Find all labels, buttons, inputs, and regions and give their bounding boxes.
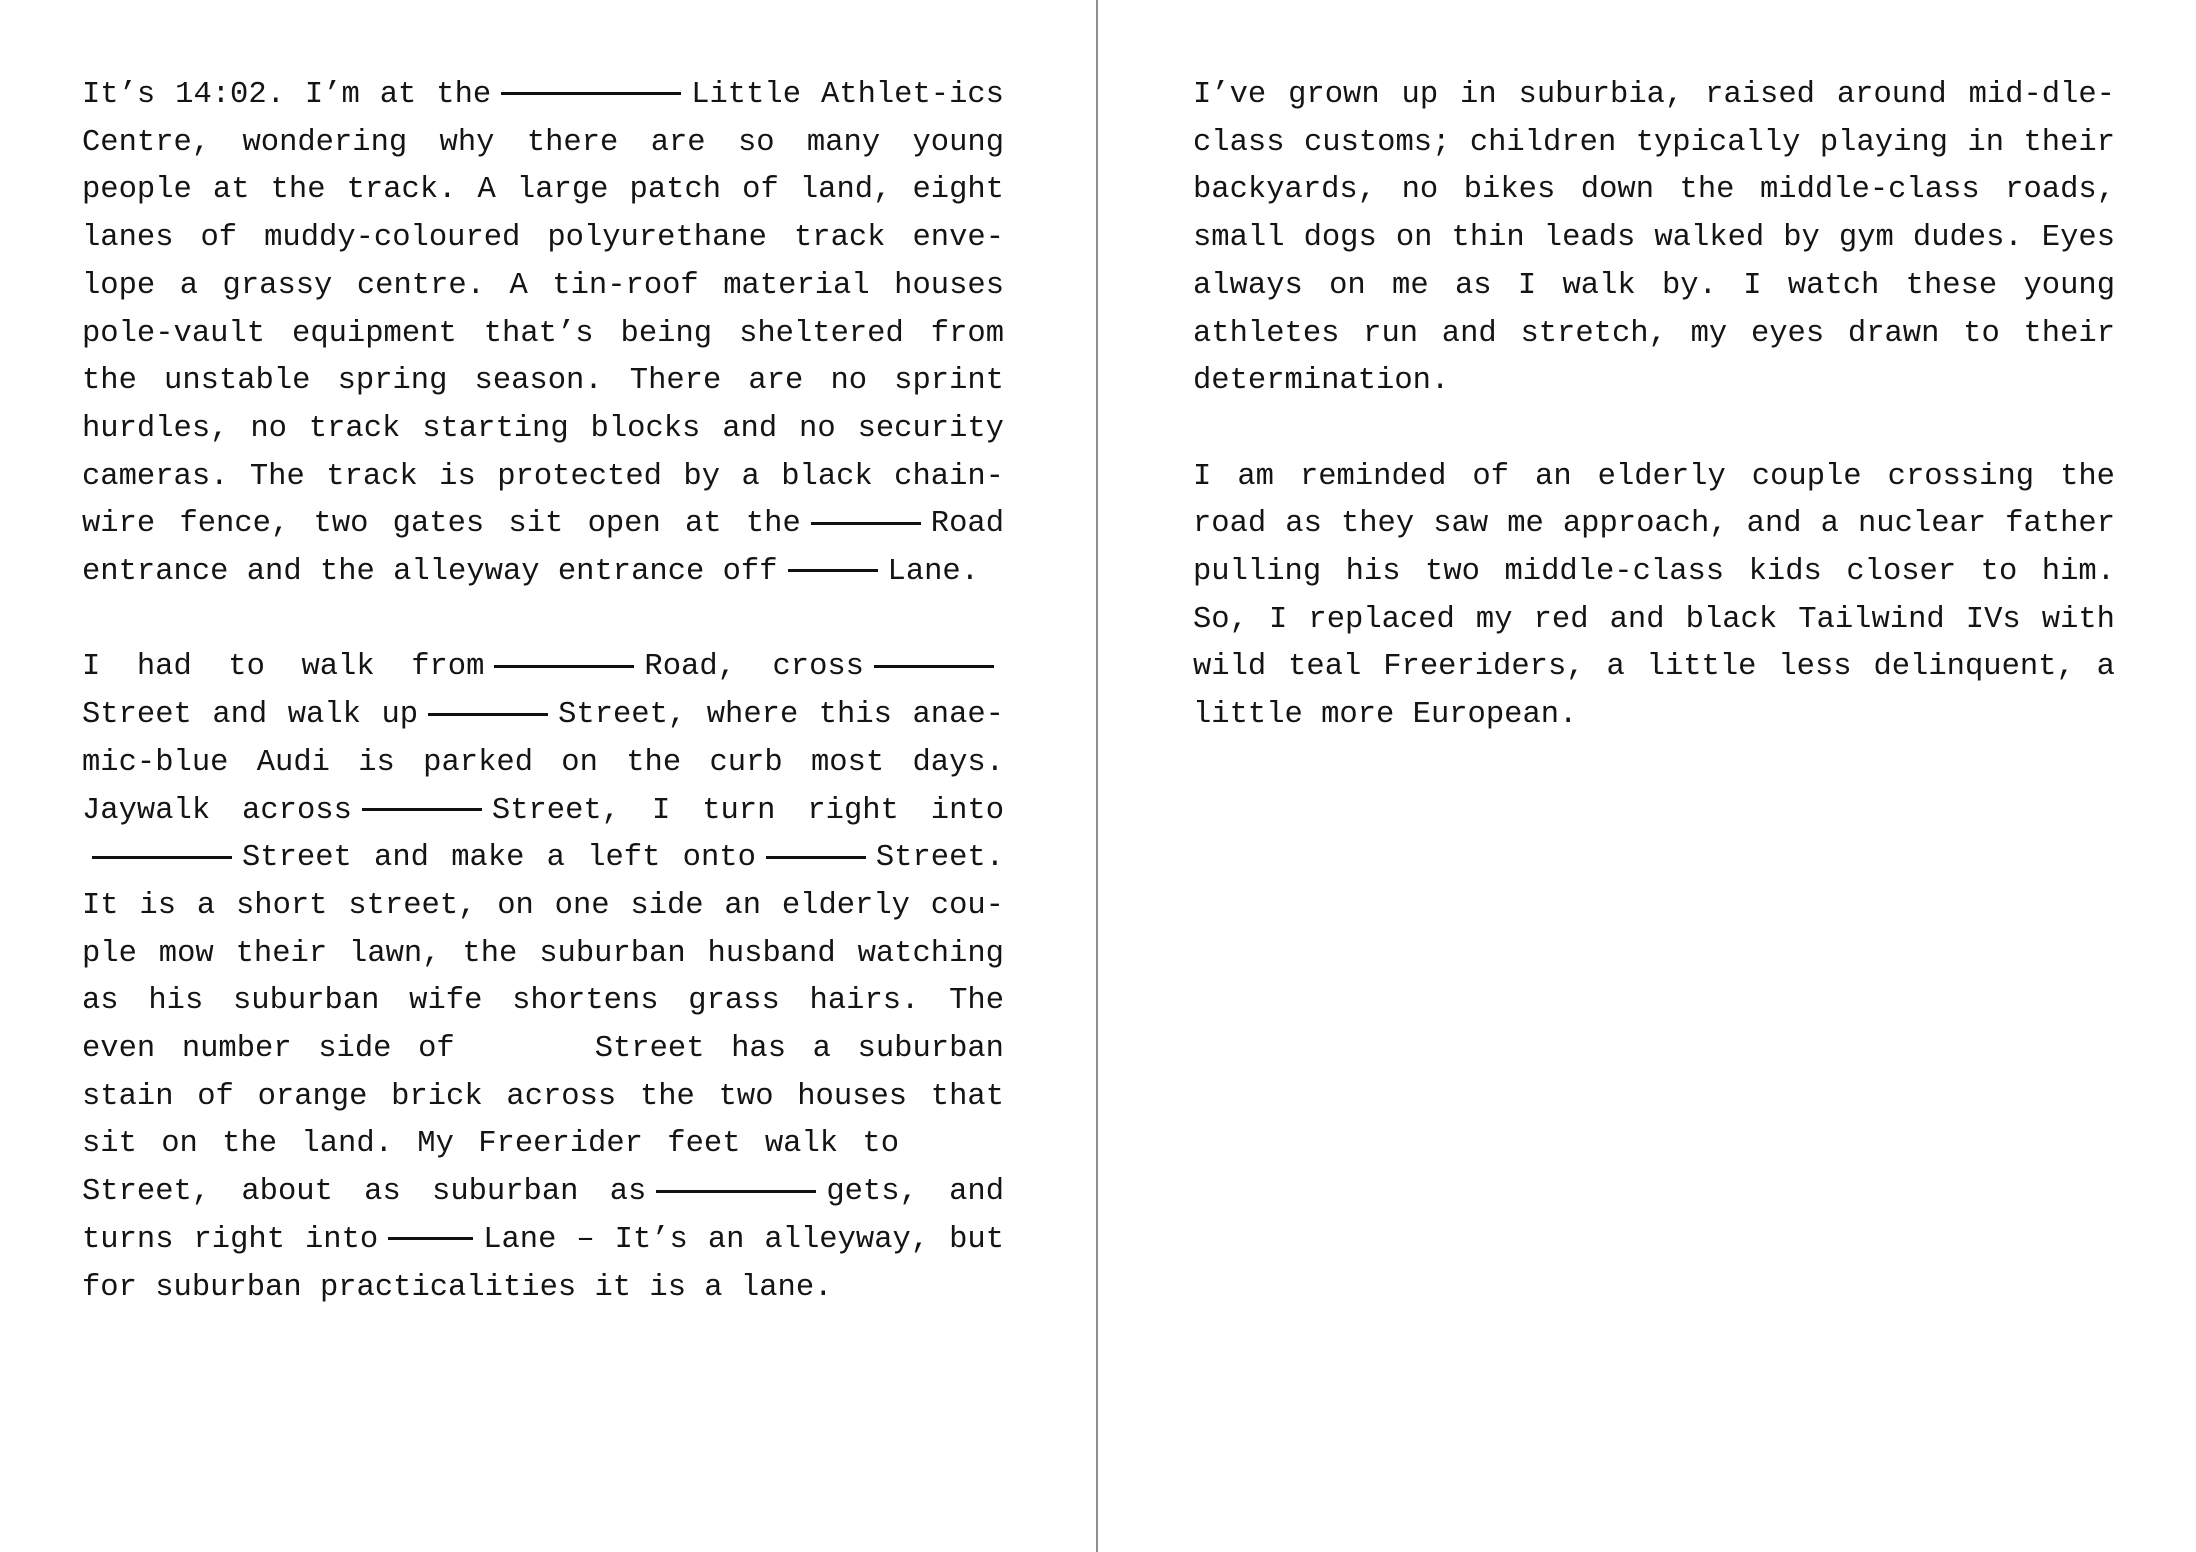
text-run: I had to walk from (82, 650, 485, 685)
text-run: Road, cross (644, 650, 864, 685)
text-run: Street has a suburban stain of orange brick across the two houses that sit on the land. My Freerider feet walk to (82, 1032, 1004, 1162)
redaction-bar (788, 569, 878, 572)
text-run: Street. It is a short street, on one side an elderly cou-ple mow their lawn, the suburban husband watching as his suburban wife shortens grass hairs. The even number side of (82, 841, 1004, 1067)
page-gutter-divider (1096, 0, 1098, 1552)
text-run: Street and make a left onto (242, 841, 756, 876)
redaction-bar (494, 665, 634, 668)
redaction-bar (428, 713, 548, 716)
left-page (82, 72, 1004, 1360)
text-run: Street, about as suburban as (82, 1175, 647, 1210)
blank-gap (909, 1142, 994, 1145)
redaction-bar (362, 808, 482, 811)
text-run: Street, where this anae-mic-blue Audi is parked on the curb most days. Jaywalk across (82, 698, 1004, 828)
text-run: Street, I turn right into (491, 793, 1005, 828)
blank-gap (465, 1046, 585, 1049)
redaction-bar (501, 92, 681, 95)
redaction-bar (811, 522, 921, 525)
redaction-bar (874, 665, 994, 668)
redaction-bar (92, 856, 232, 859)
text-run: gets, and turns right into (82, 1175, 1004, 1257)
left-paragraph-2 (82, 644, 1004, 1312)
left-paragraph-1 (82, 72, 1004, 597)
redaction-bar (656, 1190, 816, 1193)
text-run: Little Athlet-ics Centre, wondering why there are so many young people at the track. A large patch of land, eight lanes of muddy-coloured polyurethane track enve-lope a grassy centre. A tin-roof material houses pole-vault equipment that’s being sheltered from the unstable spring season. There are no sprint hurdles, no track starting blocks and no security cameras. The track is protected by a black chain-wire fence, two gates sit open at the (82, 78, 1004, 542)
right-page (1193, 72, 2115, 788)
right-paragraph-2: I am reminded of an elderly couple crossing the road as they saw me approach, and a nuclear father pulling his two middle-class kids closer to him. So, I replaced my red and black Tailwind IVs with wild teal Freeriders, a little less delinquent, a little more European. (1193, 459, 2115, 733)
text-run: Road entrance and the alleyway entrance off (82, 507, 1004, 590)
text-run: Lane. (887, 555, 980, 590)
redaction-bar (388, 1237, 473, 1240)
text-run: Street and walk up (82, 698, 419, 733)
text-run: It’s 14:02. I’m at the (82, 78, 492, 112)
redaction-bar (766, 856, 866, 859)
text-run: Lane – It’s an alleyway, but for suburban practicalities it is a lane. (82, 1222, 1004, 1305)
right-paragraph-1: I’ve grown up in suburbia, raised around mid-dle-class customs; children typically playing in their backyards, no bikes down the middle-class roads, small dogs on thin leads walked by gym dudes. Eyes always on me as I walk by. I watch these young athletes run and stretch, my eyes drawn to their determination. (1193, 78, 2115, 399)
